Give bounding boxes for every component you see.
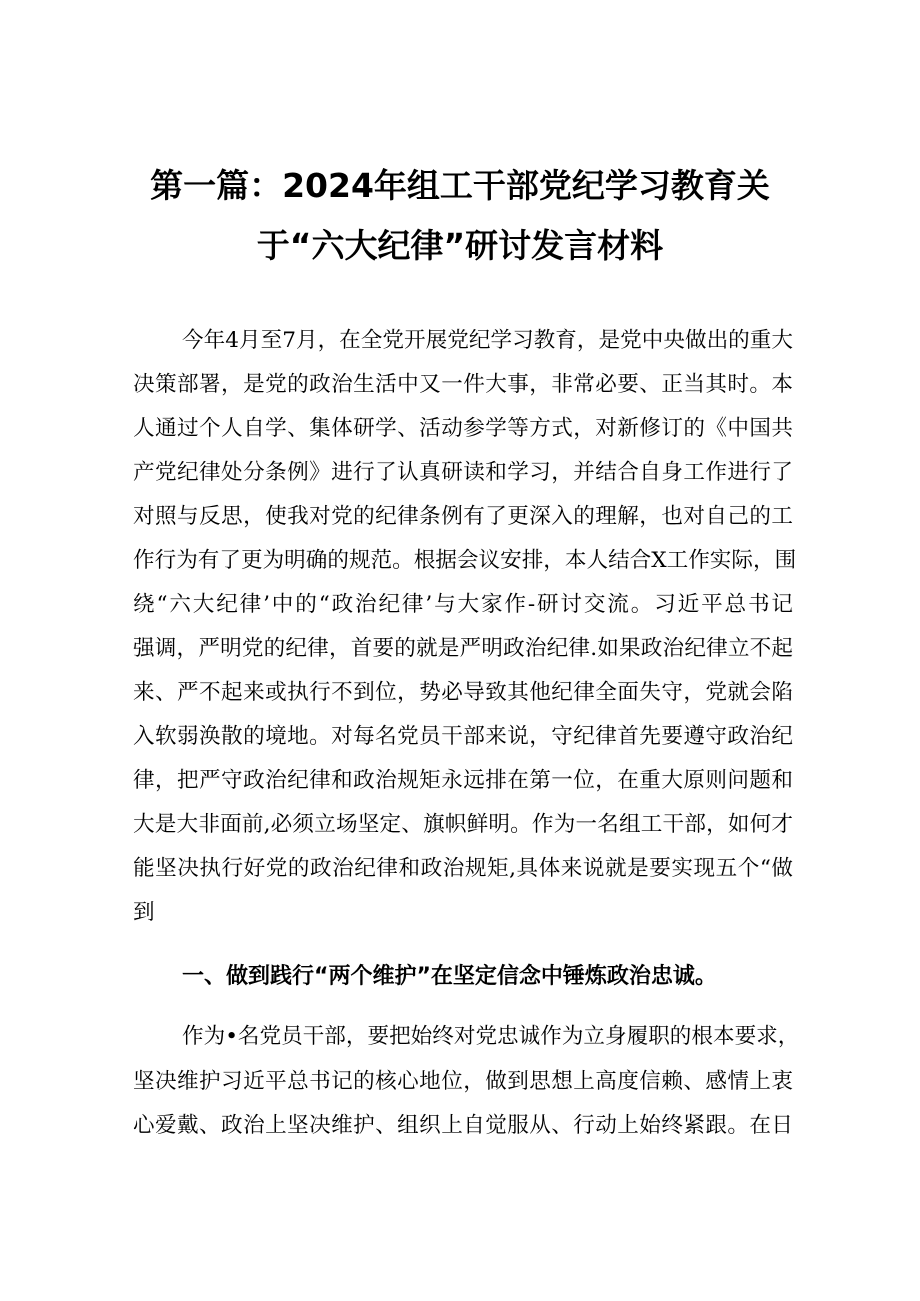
paragraph-1-line: 大是大非面前,必须立场坚定、旗帜鲜明。作为一名组工干部，如何才 (133, 812, 793, 837)
paragraph-1-line: 强调，严明党的纪律，首要的就是严明政治纪律.如果政治纪律立不起 (133, 636, 793, 661)
paragraph-2-line: 坚决维护习近平总书记的核心地位，做到思想上高度信赖、感情上衷 (133, 1069, 793, 1094)
paragraph-1-line: 能坚决执行好党的政治纪律和政治规矩,具体来说就是要实现五个“做 (133, 856, 793, 881)
paragraph-1-line: 到 (133, 900, 155, 925)
document-title-line-2: 于“六大纪律”研讨发言材料 (256, 226, 664, 265)
paragraph-1-line: 来、严不起来或执行不到位，势必导致其他纪律全面失守，党就会陷 (133, 680, 793, 705)
paragraph-1-line: 决策部署，是党的政治生活中又一件大事，非常必要、正当其时。本 (133, 372, 793, 397)
paragraph-1-line: 今年4月至7月，在全党开展党纪学习教育，是党中央做出的重大 (182, 328, 793, 353)
document-title-line-1: 第一篇：2024年组工干部党纪学习教育关 (150, 166, 770, 205)
paragraph-1-line: 绕“六大纪律’中的“政治纪律’与大家作-研讨交流。习近平总书记 (133, 592, 793, 617)
paragraph-1-line: 产党纪律处分条例》进行了认真研读和学习，并结合自身工作进行了 (133, 460, 793, 485)
paragraph-2-line: 心爱戴、政治上坚决维护、组织上自觉服从、行动上始终紧跟。在日 (133, 1113, 793, 1138)
paragraph-1-line: 入软弱涣散的境地。对每名党员干部来说，守纪律首先要遵守政治纪 (133, 724, 793, 749)
paragraph-1-line: 作行为有了更为明确的规范。根据会议安排，本人结合X工作实际，围 (133, 548, 797, 573)
paragraph-1-line: 人通过个人自学、集体研学、活动参学等方式，对新修订的《中国共 (133, 416, 793, 441)
paragraph-1-line: 对照与反思，使我对党的纪律条例有了更深入的理解，也对自己的工 (133, 504, 793, 529)
section-heading-1: 一、做到践行“两个维护”在坚定信念中锤炼政治忠诚。 (182, 964, 717, 989)
paragraph-2-line: 作为•名党员干部，要把始终对党忠诚作为立身履职的根本要求， (182, 1024, 800, 1049)
paragraph-1-line: 律，把严守政治纪律和政治规矩永远排在第一位，在重大原则问题和 (133, 768, 793, 793)
